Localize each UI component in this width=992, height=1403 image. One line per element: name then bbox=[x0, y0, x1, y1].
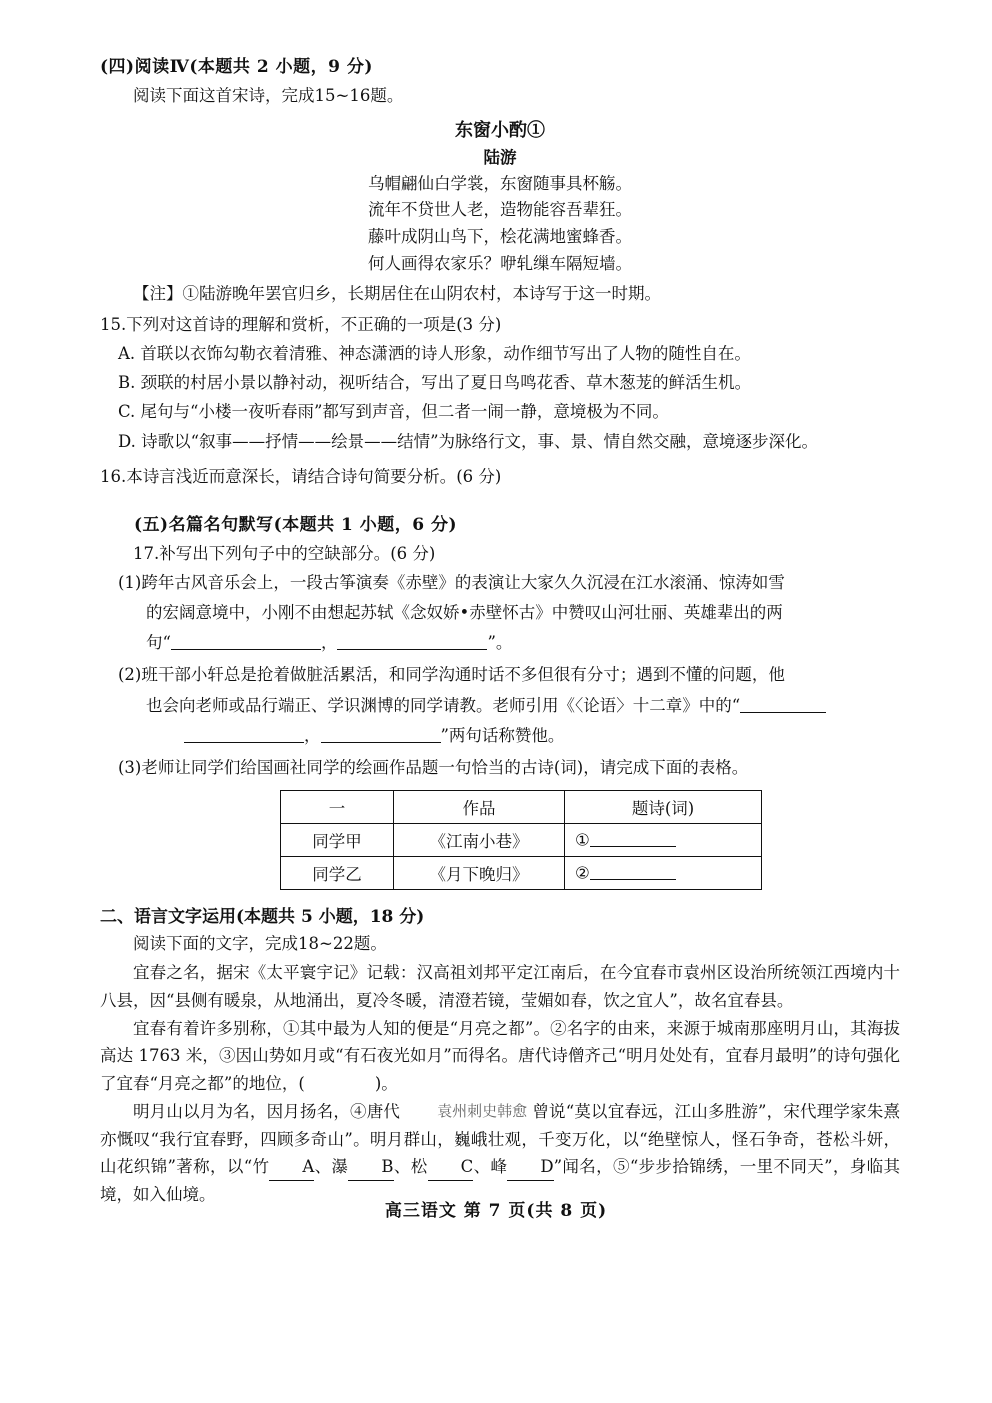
answer-blank[interactable] bbox=[171, 633, 321, 651]
passage-3-text-a: 明月山以月为名，因月扬名，④唐代 bbox=[133, 1102, 401, 1122]
answer-index: ② bbox=[575, 863, 590, 883]
quote-close: ”。 bbox=[487, 633, 513, 653]
question-15-option-b: B. 颈联的村居小景以静衬动，视听结合，写出了夏日鸟鸣花香、草木葱茏的鲜活生机。 bbox=[118, 373, 752, 393]
poem-line: 乌帽翩仙白学裳，东窗随事具杯觞。 bbox=[368, 173, 632, 193]
ghost-text: 袁州刺史韩愈 bbox=[437, 1102, 528, 1121]
item-2-tail: ”两句话称赞他。 bbox=[440, 725, 565, 745]
blank-c[interactable]: C bbox=[428, 1153, 474, 1181]
poem-line: 藤叶成阴山鸟下，桧花满地蜜蜂香。 bbox=[368, 227, 632, 247]
table-cell-work: 《江南小巷》 bbox=[394, 823, 565, 856]
section-heading-five: (五)名篇名句默写(本题共 1 小题，6 分) bbox=[134, 514, 458, 535]
section-heading-two: 二、语言文字运用(本题共 5 小题，18 分) bbox=[100, 906, 425, 927]
passage-paragraph-1: 宜春之名，据宋《太平寰宇记》记载：汉高祖刘邦平定江南后，在今宜春市袁州区设治所统领江西境内十八县，因“县侧有暖泉，从地涌出，夏冷冬暖，清澄若镜，莹媚如春，饮之宜人”，故名宜春县。 bbox=[100, 963, 900, 1010]
table-cell-answer[interactable] bbox=[565, 856, 762, 889]
question-17-stem: 17.补写出下列句子中的空缺部分。(6 分) bbox=[133, 543, 436, 563]
table-row bbox=[281, 856, 762, 889]
passage-3-text-b: 曾说“莫以宜春远，江山多胜游”，宋代理学家朱熹亦慨叹“我行宜春野，四顾多奇山”。明月群山，巍峨壮观，千变万化，以“绝壁惊人，怪石争奇，苍松斗妍，山花织锦”著称，以“竹 bbox=[100, 1102, 901, 1176]
passage-3-sep-3: 、峰 bbox=[473, 1156, 508, 1176]
table-header-row bbox=[281, 790, 762, 823]
passage-3-sep-2: 、松 bbox=[393, 1156, 428, 1176]
answer-blank[interactable] bbox=[337, 633, 487, 651]
table-cell-student: 同学甲 bbox=[281, 823, 394, 856]
page-content bbox=[100, 52, 900, 1210]
painting-table bbox=[280, 790, 762, 890]
poem-line: 流年不贷世人老，造物能容吾辈狂。 bbox=[368, 200, 632, 220]
poem-author: 陆游 bbox=[483, 147, 517, 167]
question-17-item-1-line-3 bbox=[146, 629, 900, 657]
question-17-item-3: (3)老师让同学们给国画社同学的绘画作品题一句恰当的古诗(词)，请完成下面的表格。 bbox=[118, 757, 749, 777]
question-15-option-c: C. 尾句与“小楼一夜听春雨”都写到声音，但二者一闹一静，意境极为不同。 bbox=[118, 402, 669, 422]
passage-2-tail: )。 bbox=[374, 1073, 398, 1093]
question-17-item-1-line-2: 的宏阔意境中，小刚不由想起苏轼《念奴娇•赤壁怀古》中赞叹山河壮丽、英雄辈出的两 bbox=[146, 603, 783, 623]
question-17-item-2-line-3 bbox=[184, 722, 900, 750]
answer-blank[interactable] bbox=[740, 695, 826, 713]
blank-d[interactable]: D bbox=[507, 1153, 553, 1181]
answer-blank[interactable] bbox=[184, 725, 304, 743]
passage-3-sep-1: 、瀑 bbox=[314, 1156, 349, 1176]
blank-b[interactable]: B bbox=[348, 1153, 393, 1181]
question-17-item-2-line-2 bbox=[146, 692, 900, 720]
page-footer: 高三语文 第 7 页(共 8 页) bbox=[384, 1201, 608, 1221]
passage-paragraph-3 bbox=[100, 1098, 900, 1209]
table-cell-answer[interactable] bbox=[565, 823, 762, 856]
question-15-option-a: A. 首联以衣饰勾勒衣着清雅、神态潇洒的诗人形象，动作细节写出了人物的随性自在。 bbox=[118, 344, 751, 364]
question-17-item-1-line-1: (1)跨年古风音乐会上，一段古筝演奏《赤壁》的表演让大家久久沉浸在江水滚涌、惊涛如雪 bbox=[118, 573, 785, 593]
table-row bbox=[281, 823, 762, 856]
section-four-instruction: 阅读下面这首宋诗，完成15~16题。 bbox=[133, 86, 404, 105]
answer-blank[interactable] bbox=[321, 725, 441, 743]
blank-a[interactable]: A bbox=[269, 1153, 314, 1181]
table-cell-work: 《月下晚归》 bbox=[394, 856, 565, 889]
poem-footnote: 【注】①陆游晚年罢官归乡，长期居住在山阴农村，本诗写于这一时期。 bbox=[133, 283, 661, 303]
answer-index: ① bbox=[575, 830, 590, 850]
item-2-text: 也会向老师或品行端正、学识渊博的同学请教。老师引用《〈论语〉十二章》中的“ bbox=[146, 695, 741, 715]
section-two-instruction: 阅读下面的文字，完成18~22题。 bbox=[133, 933, 387, 953]
overlapping-annotation bbox=[400, 1098, 532, 1125]
question-15-option-d: D. 诗歌以“叙事——抒情——绘景——结情”为脉络行文，事、景、情自然交融，意境逐步深化。 bbox=[118, 431, 819, 451]
poem-title: 东窗小酌① bbox=[455, 119, 545, 141]
poem-line: 何人画得农家乐？咿轧缫车隔短墙。 bbox=[368, 253, 632, 273]
answer-blank[interactable] bbox=[590, 830, 676, 848]
comma-separator: ， bbox=[304, 725, 321, 745]
passage-3-text-c: ”闻名，⑤“步步拾锦绣，一里不同天”，身临其境，如入仙境。 bbox=[100, 1156, 901, 1205]
table-header-cell: 题诗(词) bbox=[565, 790, 762, 823]
quote-open: 句“ bbox=[146, 633, 171, 653]
question-15-stem: 15.下列对这首诗的理解和赏析，不正确的一项是(3 分) bbox=[100, 315, 502, 335]
table-header-cell: 一 bbox=[281, 790, 394, 823]
section-heading-four: (四)阅读Ⅳ(本题共 2 小题，9 分) bbox=[100, 57, 373, 77]
table-header-cell: 作品 bbox=[394, 790, 565, 823]
passage-2-text: 宜春有着许多别称，①其中最为人知的便是“月亮之都”。②名字的由来，来源于城南那座明月山，其海拔高达 1763 米，③因山势如月或“有石夜光如月”而得名。唐代诗僧齐己“明月处处有，宜春月最明”的诗句强化了宜春“月亮之都”的地位，( bbox=[100, 1019, 900, 1093]
answer-blank[interactable] bbox=[590, 863, 676, 881]
question-16-stem: 16.本诗言浅近而意深长，请结合诗句简要分析。(6 分) bbox=[100, 466, 502, 486]
table-cell-student: 同学乙 bbox=[281, 856, 394, 889]
comma-separator: ， bbox=[320, 633, 338, 653]
passage-paragraph-2 bbox=[100, 1015, 900, 1097]
question-17-item-2-line-1: (2)班干部小轩总是抢着做脏活累活，和同学沟通时话不多但很有分寸；遇到不懂的问题，他 bbox=[118, 665, 785, 685]
